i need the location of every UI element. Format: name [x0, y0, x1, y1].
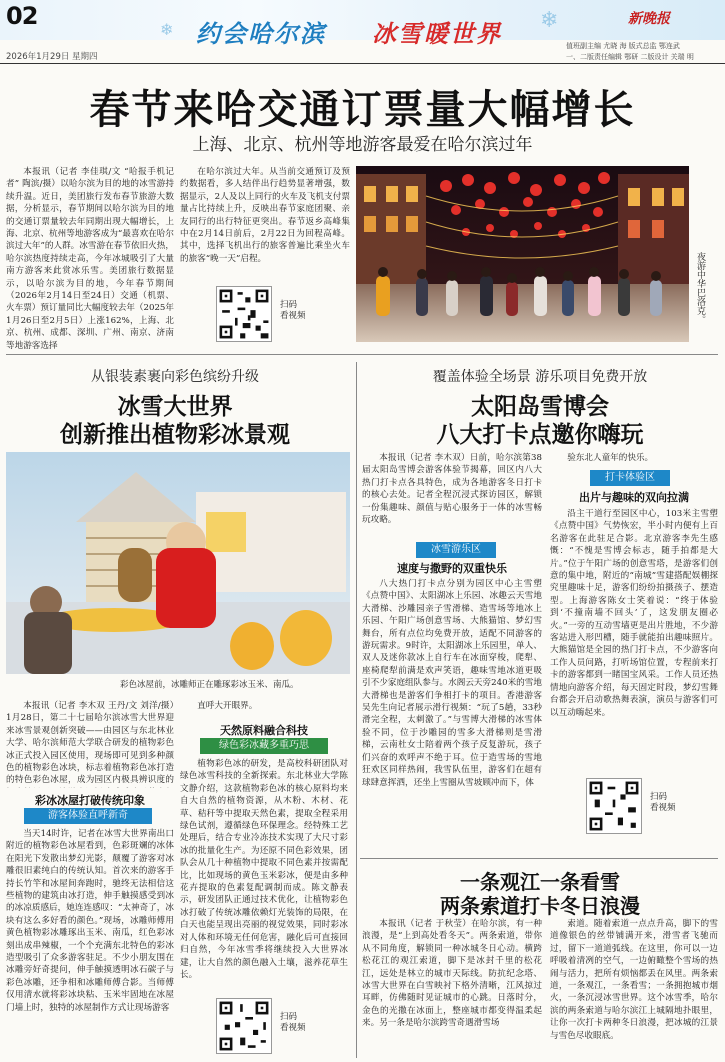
ice-world-subhead-2: 天然原料融合科技	[220, 724, 308, 737]
sun-island-body-col2b: 沿主干道行至园区中心，103米主雪塑《点赞中国》气势恢宏，半小时内便有上百名游客在此驻足合影。北京游客李先生感慨：“不愧是雪博会标志，随手拍都是大片。”位于午阳广场的创意雪塔，是游客们创意的集中地，附近的“南城”雪建搭配娱棚探究里趣味十足，游客们纷纷拍摄孩子、摆造型。上海游客陈女士笑着说：“终于体验到‘不撞南墙不回头’了，这发朋友圈必火。”一旁的互动雪墙更是出片胜地，不少游客站进入形凹槽，随手就能拍出趣味照片。大熊猫馆是全园的热门打卡点，不少游客向工作人员问路，打听场馆位置，专程前来打卡的游客都到一睹国宝风采。工作人员还热情地向游客介绍，每天固定时段，梦幻雪舞台都会开启动歌热舞表演，演员与游客们可以互动嗨起来。	[550, 509, 718, 718]
lead-body-col2: 在哈尔滨过大年。从当前交通预订及预约数据看，多人结伴出行趋势显著增强，数据显示，2人及以上同行的火车及飞机支付票量占比持续上升，反映出春节家庭团聚、亲友同行的出行特征更突出。春节返乡高峰集中在2月14日前后，2月22日为回程高峰。其中，选择飞机出行的旅客普遍比乘坐火车的旅客“晚一天”启程。	[180, 167, 350, 264]
editors-line-1: 值班副主编 尤晓 海 版式总监 鄂连武	[566, 42, 680, 50]
ice-world-subhead-1: 彩冰冰屋打破传统印象	[35, 794, 145, 807]
sun-island-subhead-2: 出片与趣味的双向拉满	[579, 491, 689, 504]
ice-world-badge-2: 绿色彩冰藏多重巧思	[200, 738, 328, 754]
ice-world-headline-2: 创新推出植物彩冰景观	[60, 421, 290, 448]
qr-pattern	[587, 779, 641, 833]
sun-island-headline-1: 太阳岛雪博会	[471, 393, 609, 420]
qr-code	[586, 778, 642, 834]
snowflake-icon: ❄	[160, 20, 174, 39]
songhua-body-col1: 本报讯（记者 于秋莹）在哈尔滨，有一种浪漫，是“上到高处看冬天”。两条索道，带你从不同角度，解锁同一种冰城冬日心动。横跨松花江的观江索道，脚下是冰封千里的松花江，远处是林立的城市天际线。防抗纪念塔、冰雪大世界在白雪映衬下格外清晰，江风掠过耳畔，仿佛随时见证城市的心跳。日落时分，金色的光撒在冰面上，整座城市都变得温柔起来。另一条是哈尔滨跨雪奇遇滑雪场	[362, 919, 542, 1029]
ice-world-kicker: 从银装素裹向彩色缤纷升级	[91, 369, 259, 385]
sun-island-kicker: 覆盖体验全场景 游乐项目免费开放	[432, 369, 648, 385]
section-divider-2	[360, 858, 718, 859]
ice-world-body-col2b: 植物彩色冰的研发，是高校科研团队对绿色冰雪科技的全新探索。东北林业大学陈文静介绍，这款植物彩色冰的核心原料均来自大自然的植物资源，从木粉、木材、花草、秸秆等中提取天然色素，提取全程采用绿色试剂，遵循绿色环保理念。经特殊工艺处理后，结合专业冷冻技术实现了大尺寸彩冰的批量化生产。为还原不同色彩效果，团队会从几十种植物中提取不同色素并按需配比，比如现场的黄色玉米彩冰，便是由多种花卉提取的色素复配调制而成。陈文静表示，研发团队正通过技术优化，让植物彩色冰打破了传统冰雕依赖灯光装饰的局限，在白天也能呈现出亮丽的视觉效果，同时彩冰对人体和环境无任何危害，融化后可直接回归自然，今年冰雪季将继续投入大世界冰建，让大自然的颜色融入土壤，滋养花草生长。	[180, 759, 348, 980]
section-divider-1	[6, 354, 718, 355]
qr-pattern	[217, 999, 271, 1053]
songhua-headline-2: 两条索道打卡冬日浪漫	[440, 894, 640, 918]
night-street-photo	[356, 166, 689, 342]
page-number: 02	[6, 2, 38, 30]
slogan-right: 冰雪暖世界	[372, 19, 502, 48]
qr-code	[216, 998, 272, 1054]
sun-island-body-col1: 本报讯（记者 李木双）日前，哈尔滨第38届太阳岛雪博会游客体验节揭幕，回区内八大热门打卡点各具特色，成为各地游客冬日打卡的核心去处。记者全程沉浸式探访园区，解锁一份集趣味、颜值与贴心服务于一体的冰雪畅玩攻略。	[362, 453, 542, 526]
sun-island-body-col2a: 验东北人童年的快乐。	[567, 453, 654, 463]
editors-line-2: 一、二版责任编辑 鄂研 二版设计 关瑞 明	[566, 53, 694, 61]
lead-subhead: 上海、北京、杭州等地游客最爱在哈尔滨过年	[192, 135, 533, 155]
issue-date: 2026年1月29日 星期四	[6, 52, 98, 62]
night-street-illustration	[356, 166, 689, 342]
ice-world-body-col2a: 直呼大开眼界。	[197, 701, 258, 711]
slogan-left: 约会哈尔滨	[196, 19, 326, 48]
ice-carving-photo	[6, 452, 350, 674]
ice-world-headline-1: 冰雪大世界	[117, 393, 233, 420]
qr-label: 扫码 看视频	[280, 300, 306, 321]
ice-world-body-col1: 本报讯（记者 李木双 王丹/文 刘洋/摄）1月28日，第二十七届哈尔滨冰雪大世界迎来冰雪景观创新突破——由园区与东北林业大学、哈尔滨师范大学联合研发的植物彩色冰正式投入园区使用，现场即可见到多种颜色的植物彩色冰块，标志着植物彩色冰打造的特色彩色冰屋，成为园区内极具辨识度的	[6, 701, 174, 786]
qr-code	[216, 286, 272, 342]
ice-world-body-col1b: 当天14时许，记者在冰雪大世界南出口附近的植物彩色冰屋看到，色彩斑斓的冰体在阳光下发散出梦幻光影，颠覆了游客对冰雕很旧素纯白的传统认知。首次来的游客手持长竹竿和冰屋间奔跑时，驰终无法相信这些植物的建筑由冰打造，伸手触摸感受到冰的冰凉质感后，她连连感叹：“太神奇了，冰块有这么多好看的颜色。”现场，冰雕师傅用黄色植物彩冰雕琢出玉米、南瓜，红色彩冰刻出成串辣椒，一个个充满东北特色的彩冰造型吸引了众多游客驻足。不少小朋友围在冰雕旁好奇提问，伸手触摸透明冰石碳子与彩色冰雕，还争相和冰雕师傅合影。当师傅仅用清水就将彩冰块粘、玉米牢固地在冰屋门墙上时，独特的冰屋制作方式让现场游客	[6, 829, 174, 1013]
snowflake-icon: ❄	[540, 8, 559, 33]
column-divider	[356, 362, 357, 1058]
sun-island-body-col1b: 八大热门打卡点分别为园区中心主雪塑《点赞中国》、太阳湖冰上乐园、冰趣云天雪地大滑梯、沙雕园亲子雪滑梯、造雪场等地冰上乐园、午阳广场创意雪场、大熊猫馆、梦幻雪舞台，所有点位均免费开放，适配不同游客的游玩需求。9时许，太阳湖冰上乐园里，单人、双人及迷你款冰上自行车在冰面穿梭，爬犁、座椅爬犁前满是欢声笑语，趣味雪地冰道更吸引不少家庭组队参与。水阁云天旁240米的雪地大滑梯也是游客们争相打卡的项目。香港游客吴先生向记者展示滑行视频：“玩了5趟，33秒滑完全程，太刺激了。”与雪博大滑梯的冰雪体验不同，位于沙雕园的雪多大滑梯则是雪滑梯，云南杜女士陪着两个孩子反复游玩，孩子们兴奋的欢呼声不绝于耳。位于造雪场的雪地狂欢区同样热闹，我雪队伍里，游客们在超有球肆意挥洒，还坐上雪圈从雪坡顾冲而下，体	[362, 579, 542, 788]
lead-body-col1: 本报讯（记者 李佳琪/文 “哈报手机记者” 陶滨/摄）以哈尔滨为目的地的冰雪游持续升温。近日，美团旅行发布春节旅游大数据，分析显示，春节期间以哈尔滨为目的地的交通订票量较去年同期出现大幅增长，上海、北京、杭州等地游客成为“最喜欢在哈尔滨过大年”的人群。冰雪游在春节依旧火热，哈尔滨热度持续走高，今年冰城吸引了大量南方游客来此赏冰乐雪。美团旅行数据显示，以哈尔滨为目的地，今年春节期间（2026年2月14日至24日）交通（机票、火车票）预订量同比大幅度较去年（2025年1月26日至2月5日）上涨162%，上海、北京、杭州、成都、深圳、广州、南京、济南等地游客选择	[6, 167, 174, 351]
lead-headline: 春节来哈交通订票量大幅增长	[89, 86, 636, 133]
ice-world-badge-1: 游客体验直呼新奇	[24, 808, 152, 824]
qr-pattern	[217, 287, 271, 341]
songhua-headline-1: 一条观江一条看雪	[460, 870, 620, 894]
header-banner	[0, 0, 725, 40]
ice-carving-illustration	[6, 452, 350, 674]
sun-island-badge-2: 打卡体验区	[590, 470, 670, 486]
header-divider	[0, 63, 725, 64]
sun-island-headline-2: 八大打卡点邀你嗨玩	[436, 421, 644, 448]
sun-island-badge-1: 冰雪游乐区	[416, 542, 496, 558]
night-photo-caption: 夜游中华巴洛克。	[695, 252, 705, 324]
sun-island-subhead-1: 速度与撒野的双重快乐	[397, 562, 507, 575]
ice-carving-caption: 彩色冰屋前，冰雕师正在雕琢彩冰玉米、南瓜。	[120, 680, 299, 690]
qr-label: 扫码 看视频	[280, 1012, 306, 1033]
qr-label: 扫码 看视频	[650, 792, 676, 813]
paper-logo: 新晚报	[628, 11, 670, 27]
songhua-body-col2: 索道。随着索道一点点升高，脚下的雪道像银色的丝带铺满开来，滑雪者飞驰而过，留下一道道弧线。在这里，你可以一边呼吸着清冽的空气，一边俯瞰整个雪场的热闹与活力，把所有烦恼都丢在风里。两条索道，一条观江，一条看雪；一条拥抱城市烟火，一条沉浸冰雪世界。这个冰雪季，哈尔滨的两条索道与哈尔滨江上城隔地扑眼里，让你一次打卡两种冬日浪漫，把冰城的江景与雪色尽收眼底。	[550, 919, 718, 1041]
